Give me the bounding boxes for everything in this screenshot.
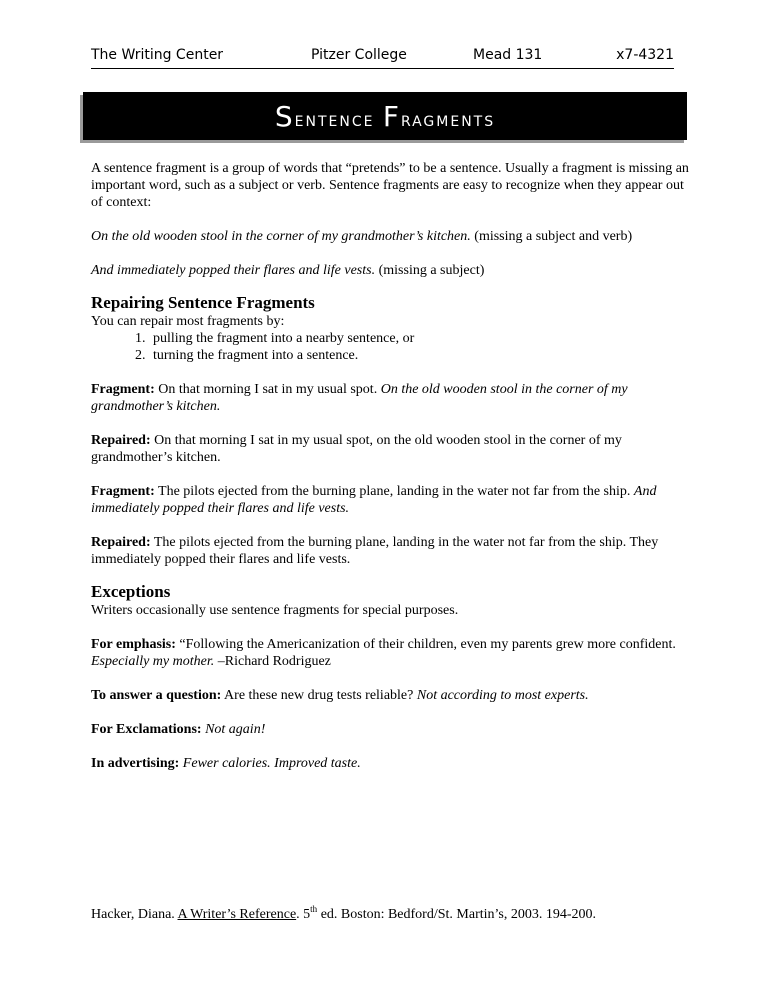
exceptions-heading: Exceptions: [91, 582, 171, 601]
repaired-example-2: Repaired: The pilots ejected from the burning plane, landing in the water not far from the ship. They immediately popped their flares and life vests.: [91, 535, 659, 567]
fragment-example-1: Fragment: On that morning I sat in my usual spot. On the old wooden stool in the corner of my grandmother’s kitchen.: [91, 382, 628, 414]
repaired-example-1: Repaired: On that morning I sat in my usual spot, on the old wooden stool in the corner of my grandmother’s kitchen.: [91, 433, 622, 465]
citation: Hacker, Diana. A Writer’s Reference. 5th ed. Boston: Bedford/St. Martin’s, 2003. 194-200.: [91, 904, 597, 922]
fragment-example-2: Fragment: The pilots ejected from the burning plane, landing in the water not far from the ship. And immediately popped their flares and life vests.: [91, 484, 657, 516]
header-phone: x7-4321: [616, 47, 674, 63]
repairing-lead: You can repair most fragments by:: [91, 314, 285, 329]
exception-emphasis: For emphasis: “Following the Americanization of their children, even my parents grew more confident. Especially my mother. –Richard Rodriguez: [91, 637, 676, 669]
book-title: A Writer’s Reference: [177, 907, 297, 922]
intro-paragraph: A sentence fragment is a group of words that “pretends” to be a sentence. Usually a fragment is missing an important word, such as a subject or verb. Sentence fragments are easy to recognize when they appear out of context:: [91, 161, 689, 210]
repair-methods-list: [91, 330, 691, 364]
header-writing-center: The Writing Center: [91, 47, 224, 63]
exception-advertising: In advertising: Fewer calories. Improved taste.: [91, 756, 361, 771]
repairing-heading: Repairing Sentence Fragments: [91, 293, 315, 312]
exception-question: To answer a question: Are these new drug tests reliable? Not according to most experts.: [91, 688, 589, 703]
header-room: Mead 131: [473, 47, 543, 63]
exception-exclamation: For Exclamations: Not again!: [91, 722, 266, 737]
page-title: Sentence Fragments: [274, 99, 496, 133]
repair-method: 1. pulling the fragment into a nearby sentence, or: [149, 330, 691, 347]
repair-method: 2. turning the fragment into a sentence.: [149, 347, 691, 364]
page-header: [91, 46, 674, 69]
main-content: [91, 160, 691, 772]
header-college: Pitzer College: [311, 47, 407, 63]
exceptions-lead: Writers occasionally use sentence fragments for special purposes.: [91, 603, 459, 618]
title-banner: [83, 92, 687, 140]
example-fragment-2: And immediately popped their flares and life vests. (missing a subject): [91, 263, 485, 278]
example-fragment-1: On the old wooden stool in the corner of my grandmother’s kitchen. (missing a subject and verb): [91, 229, 633, 244]
